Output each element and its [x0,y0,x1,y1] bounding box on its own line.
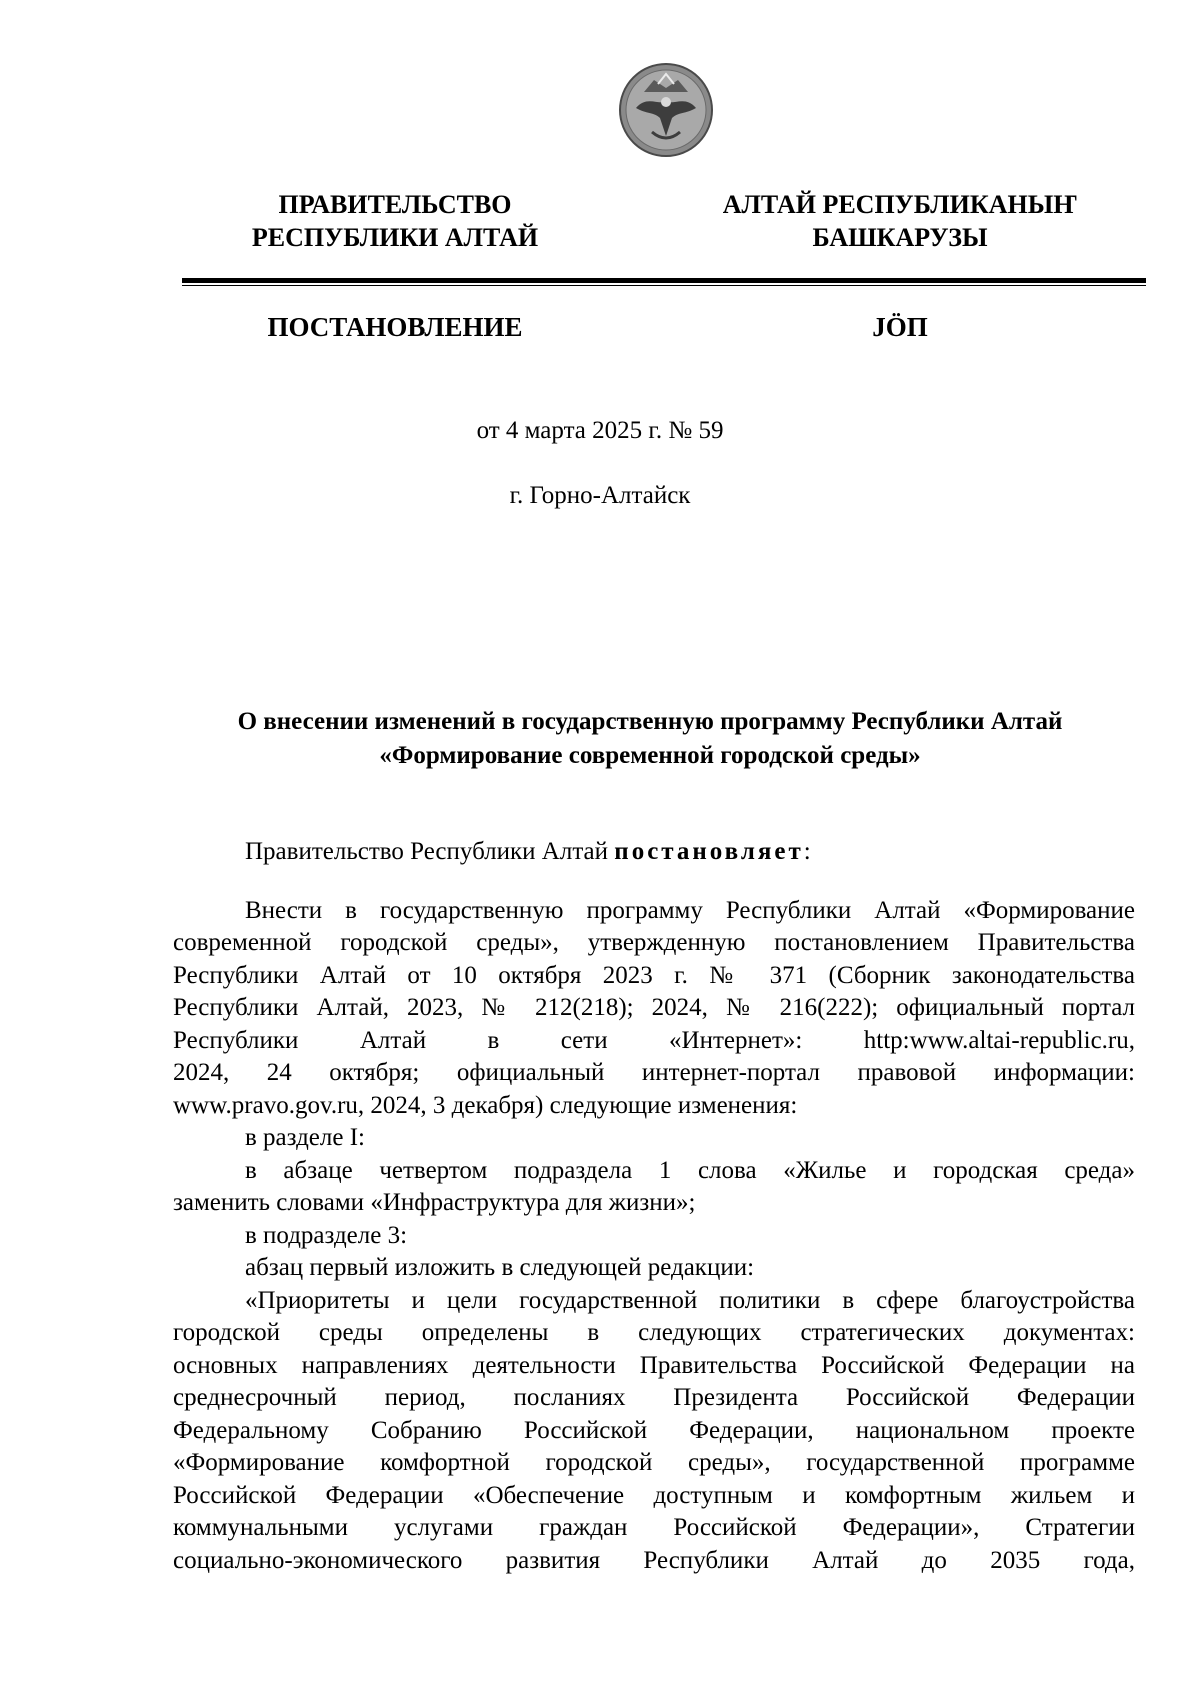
issuer-line: АЛТАЙ РЕСПУБЛИКАНЫҤ [722,190,1078,219]
text-line: Республики Алтай в сети «Интернет»: http:www.altai-republic.ru, [173,1026,1135,1054]
document-type-russian: ПОСТАНОВЛЕНИЕ [267,312,523,342]
text-line: Федеральному Собранию Российской Федерации, национальном проекте [173,1416,1135,1444]
text-line: Внести в государственную программу Республики Алтай «Формирование [245,896,1135,924]
text-line: социально-экономического развития Республики Алтай до 2035 года, [173,1546,1135,1574]
text-line: 2024, 24 октября; официальный интернет-портал правовой информации: [173,1059,1135,1086]
text-line: Республики Алтай от 10 октября 2023 г. № 371 (Сборник законодательства [173,961,1135,989]
text-line: Российской Федерации «Обеспечение доступным и комфортным жильем и [173,1481,1135,1509]
text-line: в абзаце четвертом подраздела 1 слова «Жилье и городская среда» [245,1156,1135,1184]
paragraph-first-abzac: абзац первый изложить в следующей редакции: [245,1254,755,1281]
text-line: «Формирование комфортной городской среды», государственной программе [173,1449,1135,1476]
paragraph-subsection: в подразделе 3: [245,1221,408,1249]
issuer-name-altai [690,188,1110,254]
text-line: современной городской среды», утвержденную постановлением Правительства [173,929,1135,956]
document-body [173,836,1135,1577]
text-line: основных направлениях деятельности Правительства Российской Федерации на [173,1351,1135,1379]
intro-text: Правительство Республики Алтай [245,838,615,865]
document-date-number: от 4 марта 2025 г. № 59 [476,417,724,444]
coat-of-arms-icon [614,62,718,158]
resolution-intro [173,836,1135,869]
issuer-name-russian [185,188,605,254]
intro-emphasis: постановляет [614,838,804,865]
title-line: «Формирование современной городской среды» [379,742,921,769]
issuer-line: ПРАВИТЕЛЬСТВО [278,190,512,219]
text-line: Республики Алтай, 2023, № 212(218); 2024, № 216(222); официальный портал [173,994,1135,1021]
paragraph-replacement [173,1155,1135,1220]
text-line: www.pravo.gov.ru, 2024, 3 декабря) следующие изменения: [173,1091,798,1119]
paragraph-amendment [173,895,1135,1123]
paragraph-section: в разделе I: [245,1124,365,1151]
text-line: среднесрочный период, посланиях Президента Российской Федерации [173,1384,1135,1411]
issuer-line: БАШКАРУЗЫ [812,223,988,252]
document-city: г. Горно-Алтайск [509,482,691,509]
header-divider-thin [182,285,1146,286]
text-line: городской среды определены в следующих стратегических документах: [173,1319,1135,1346]
title-line: О внесении изменений в государственную программу Республики Алтай [237,708,1063,735]
header-divider-thick [182,278,1146,283]
intro-colon: : [803,838,811,865]
issuer-line: РЕСПУБЛИКИ АЛТАЙ [251,223,539,252]
paragraph-quoted-text [173,1285,1135,1578]
text-line: коммунальными услугами граждан Российской Федерации», Стратегии [173,1514,1135,1541]
document-type-altai: JӦП [872,312,928,342]
text-line: «Приоритеты и цели государственной политики в сфере благоустройства [245,1286,1135,1314]
document-title [170,705,1130,773]
text-line: заменить словами «Инфраструктура для жизни»; [173,1189,696,1216]
